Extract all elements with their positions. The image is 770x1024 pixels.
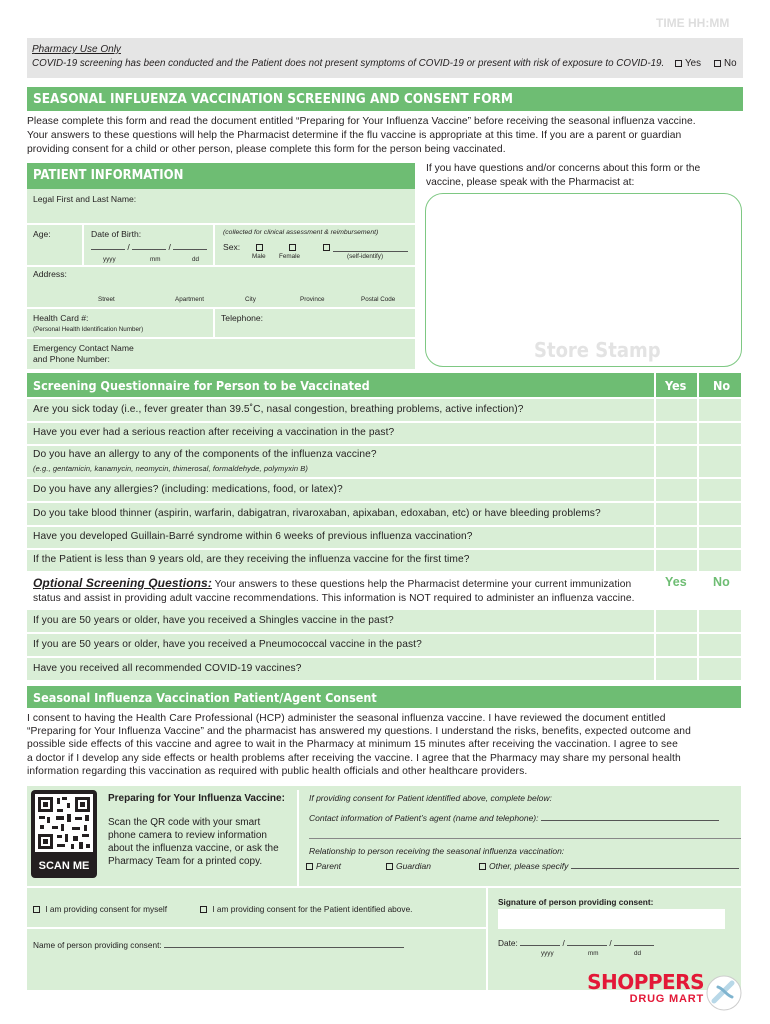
pharmacist-note-line: vaccine, please speak with the Pharmacist at: — [426, 177, 635, 188]
intro-line: Your answers to these questions will help the Pharmacist determine if the flu vaccine is appropriate at this time. If you are a parent or guardian — [27, 130, 682, 141]
consent-paragraph — [27, 712, 743, 778]
agent-contact-text: Contact information of Patient’s agent (name and telephone): — [309, 813, 539, 823]
intro — [27, 115, 743, 157]
date-mm: mm — [588, 950, 599, 957]
patient-info-header-text: PATIENT INFORMATION — [33, 168, 184, 183]
form-title — [27, 87, 743, 111]
screening-row[interactable] — [27, 446, 741, 477]
sex-self-identify-label: (self-identify) — [347, 253, 384, 260]
screening-header-text: Screening Questionnaire for Person to be Vaccinated — [33, 378, 370, 393]
optional-text-2: status and assist in providing adult vaccine recommendations. This information is NOT required to administer an influenza vaccine. — [33, 593, 635, 604]
sex-male-label: Male — [252, 253, 266, 260]
other-label: Other, please specify — [489, 861, 569, 871]
patient-info-header — [27, 163, 415, 189]
qr-code[interactable] — [31, 790, 97, 878]
consent-header-text: Seasonal Influenza Vaccination Patient/Agent Consent — [33, 690, 377, 705]
address-street: Street — [98, 296, 115, 303]
address-city: City — [245, 296, 256, 303]
pharmacy-use-title: Pharmacy Use Only — [32, 44, 121, 55]
date-label: Date: — [498, 938, 518, 948]
screening-no-header: No — [713, 378, 731, 393]
dob-yyyy: yyyy — [103, 256, 116, 263]
brand-line-1: SHOPPERS — [587, 970, 704, 994]
qr-text-line: phone camera to review information — [108, 830, 267, 841]
optional-yes-header: Yes — [665, 575, 687, 589]
brand-line-2: DRUG MART — [629, 993, 704, 1005]
brand-logo — [552, 970, 704, 1008]
relationship-other[interactable] — [476, 861, 739, 871]
optional-row[interactable] — [27, 634, 741, 656]
consent-panel — [27, 786, 741, 994]
age-label: Age: — [33, 229, 51, 239]
screening-row[interactable] — [27, 423, 741, 444]
guardian-label: Guardian — [396, 861, 431, 871]
sex-label: Sex: — [223, 242, 241, 252]
scan-me-label: SCAN ME — [38, 860, 90, 872]
screening-row[interactable] — [27, 527, 741, 548]
screening-row[interactable] — [27, 399, 741, 421]
consent-header — [27, 686, 741, 708]
screening-header — [27, 373, 741, 397]
qr-text — [108, 816, 279, 868]
screening-question-4: Do you have any allergies? (including: medications, food, or latex)? — [33, 484, 343, 495]
pharmacy-use-statement: COVID-19 screening has been conducted and the Patient does not present symptoms of COVID-19 or present with risk of exposure to COVID-19. — [32, 58, 665, 69]
pharmacy-use-box — [27, 38, 743, 78]
parent-label: Parent — [316, 861, 342, 871]
legal-name-label: Legal First and Last Name: — [33, 194, 137, 204]
signature-field[interactable] — [498, 909, 725, 929]
time-label: TIME HH:MM — [656, 16, 730, 30]
screening-row[interactable] — [27, 503, 741, 525]
dob-mm: mm — [150, 256, 161, 263]
consent-patient-label: I am providing consent for the Patient identified above. — [212, 904, 413, 914]
brand-icon — [706, 975, 742, 1011]
address-province: Province — [300, 296, 325, 303]
pharmacy-yes-label: Yes — [685, 58, 701, 69]
relationship-label: Relationship to person receiving the seasonal influenza vaccination: — [309, 846, 565, 856]
consent-myself-label: I am providing consent for myself — [45, 904, 168, 914]
screening-row[interactable] — [27, 550, 741, 571]
consent-line: a doctor if I develop any side effects or health problems after receiving the vaccine. I agree that the Pharmacy may share my personal health — [27, 752, 681, 764]
qr-text-line: about the influenza vaccine, or ask the — [108, 843, 279, 854]
emergency-line-2: and Phone Number: — [33, 354, 110, 364]
store-stamp-label: Store Stamp — [534, 338, 661, 362]
optional-row[interactable] — [27, 658, 741, 680]
screening-question-3: Do you have an allergy to any of the components of the influenza vaccine? — [33, 449, 377, 460]
relationship-guardian[interactable] — [383, 861, 431, 871]
health-card-label: Health Card #: — [33, 313, 89, 323]
pharmacy-yes-checkbox[interactable] — [672, 58, 701, 69]
pharmacist-note-line: If you have questions and/or concerns about this form or the — [426, 163, 701, 174]
screening-yes-header: Yes — [665, 378, 687, 393]
pharmacy-no-checkbox[interactable] — [711, 58, 737, 69]
screening-question-6: Have you developed Guillain-Barré syndrome within 6 weeks of previous influenza vaccination? — [33, 531, 473, 542]
optional-text-1: Your answers to these questions help the Pharmacist determine your current immunization — [214, 579, 632, 590]
optional-question-1: If you are 50 years or older, have you received a Shingles vaccine in the past? — [33, 615, 394, 626]
telephone-label: Telephone: — [221, 313, 264, 323]
agent-contact-label[interactable] — [309, 813, 719, 823]
store-stamp-box — [425, 193, 742, 367]
agent-title: If providing consent for Patient identified above, complete below: — [309, 793, 552, 803]
name-consent-field[interactable] — [33, 940, 404, 950]
optional-question-2: If you are 50 years or older, have you received a Pneumococcal vaccine in the past? — [33, 639, 422, 650]
consent-line: possible side effects of this vaccine and agree to wait in the Pharmacy at minimum 15 minutes after receiving the vaccination. I agree to see — [27, 739, 678, 751]
screening-question-3-note: (e.g., gentamicin, kanamycin, neomycin, thimerosal, formaldehyde, polymyxin B) — [33, 464, 308, 473]
dob-dd: dd — [192, 256, 200, 263]
name-consent-label: Name of person providing consent: — [33, 940, 162, 950]
date-dd: dd — [634, 950, 642, 957]
consent-line: information regarding this vaccination as required with public health officials and other healthcare providers. — [27, 765, 528, 777]
consent-line: “Preparing for Your Influenza Vaccine” and the pharmacist has answered my questions. I understand the risks, benefits, expected outcome and — [27, 726, 691, 738]
screening-question-7: If the Patient is less than 9 years old, are they receiving the influenza vaccine for the first time? — [33, 554, 470, 565]
qr-text-line: Scan the QR code with your smart — [108, 817, 261, 828]
form-title-text: SEASONAL INFLUENZA VACCINATION SCREENING AND CONSENT FORM — [33, 91, 514, 107]
date-yyyy: yyyy — [541, 950, 554, 957]
optional-row[interactable] — [27, 610, 741, 632]
screening-question-2: Have you ever had a serious reaction after receiving a vaccination in the past? — [33, 427, 395, 438]
screening-question-1: Are you sick today (i.e., fever greater than 39.5˚C, nasal congestion, breathing problems, active infection)? — [33, 404, 524, 415]
qr-text-line: Pharmacy Team for a printed copy. — [108, 856, 263, 867]
phin-label: (Personal Health Identification Number) — [33, 326, 144, 333]
date-field[interactable]: Date: / / — [498, 938, 654, 948]
qr-code-image — [31, 790, 97, 858]
intro-line: providing consent for a child or other person, please complete this form for the person being vaccinated. — [27, 144, 506, 155]
consent-patient-checkbox[interactable] — [197, 904, 412, 914]
patient-info-panel — [27, 189, 415, 369]
sex-female-label: Female — [279, 253, 300, 260]
dob-field[interactable]: / / — [91, 242, 207, 252]
pharmacist-note — [426, 162, 700, 190]
emergency-contact-label — [33, 343, 134, 365]
consent-line: I consent to having the Health Care Professional (HCP) administer the seasonal influenza vaccine. I have reviewed the document entitled — [27, 713, 666, 724]
collected-note: (collected for clinical assessment & reimbursement) — [223, 229, 379, 236]
intro-line: Please complete this form and read the document entitled “Preparing for Your Influenza Vaccine” before receiving the seasonal influenza vaccine. — [27, 116, 696, 127]
screening-row[interactable] — [27, 479, 741, 501]
optional-no-header: No — [713, 575, 730, 589]
address-postal-code: Postal Code — [361, 296, 396, 303]
pharmacy-no-label: No — [724, 58, 737, 69]
optional-title: Optional Screening Questions: — [33, 576, 212, 590]
qr-title: Preparing for Your Influenza Vaccine: — [108, 793, 285, 804]
emergency-line-1: Emergency Contact Name — [33, 343, 134, 353]
signature-label: Signature of person providing consent: — [498, 897, 654, 907]
screening-question-5: Do you take blood thinner (aspirin, warfarin, dabigatran, rivaroxaban, apixaban, edoxaban, etc) or have bleeding problems? — [33, 508, 601, 519]
optional-header — [27, 573, 741, 609]
address-label: Address: — [33, 269, 67, 279]
optional-question-3: Have you received all recommended COVID-19 vaccines? — [33, 663, 302, 674]
consent-myself-checkbox[interactable] — [30, 904, 167, 914]
address-apartment: Apartment — [175, 296, 205, 303]
dob-label: Date of Birth: — [91, 229, 142, 239]
relationship-parent[interactable] — [303, 861, 341, 871]
